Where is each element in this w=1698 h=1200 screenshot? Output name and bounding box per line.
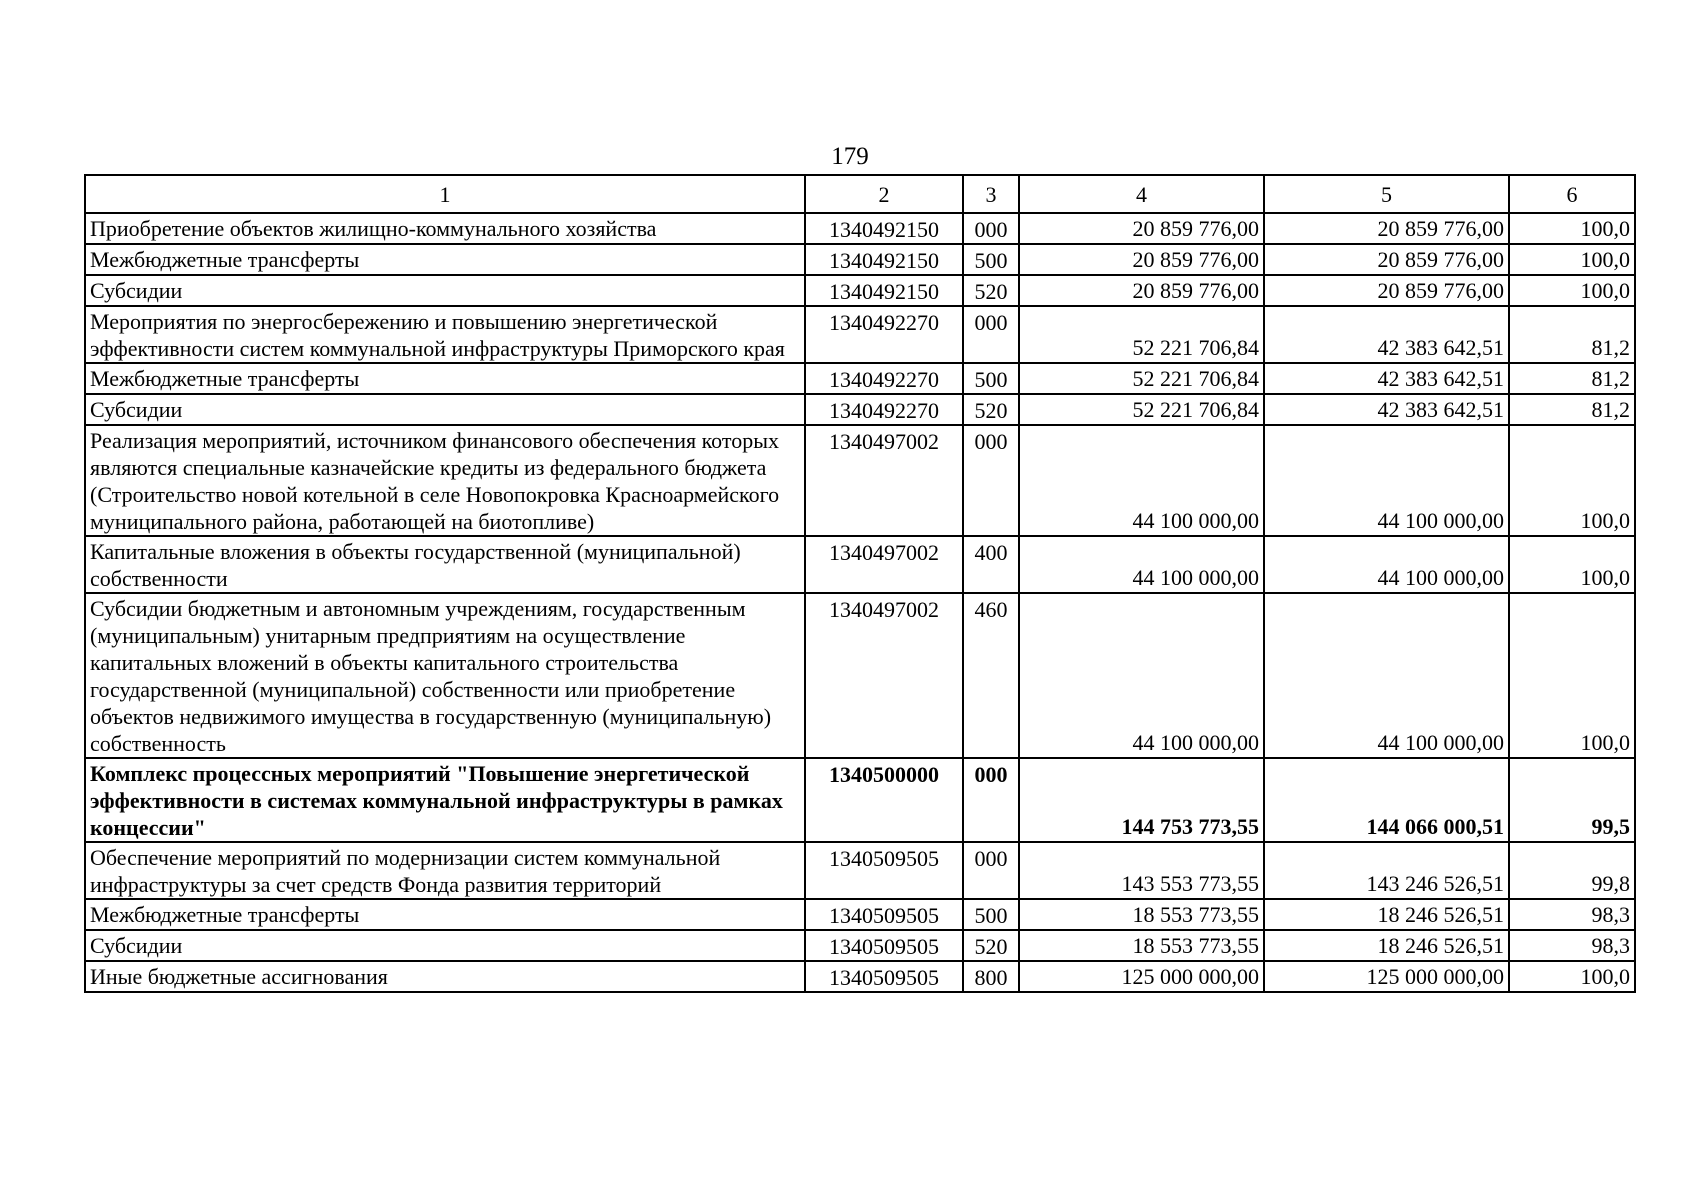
- row-percent-cell: 100,0: [1509, 536, 1635, 593]
- column-header-kvr: 3: [963, 175, 1019, 213]
- row-code-cell: 1340497002: [805, 536, 963, 593]
- row-code-cell: 1340509505: [805, 842, 963, 899]
- table-row: [85, 536, 1635, 593]
- table-row: [85, 842, 1635, 899]
- row-name-cell: Капитальные вложения в объекты государственной (муниципальной) собственности: [85, 536, 805, 593]
- table-row: [85, 930, 1635, 961]
- row-fact-amount-cell: 20 859 776,00: [1264, 244, 1509, 275]
- row-name-cell: Межбюджетные трансферты: [85, 363, 805, 394]
- table-row: [85, 213, 1635, 244]
- row-fact-amount-cell: 44 100 000,00: [1264, 593, 1509, 758]
- row-code-cell: 1340492150: [805, 213, 963, 244]
- row-kvr-cell: 000: [963, 213, 1019, 244]
- table-row: [85, 306, 1635, 363]
- row-code-cell: 1340497002: [805, 593, 963, 758]
- row-fact-amount-cell: 42 383 642,51: [1264, 363, 1509, 394]
- row-code-cell: 1340497002: [805, 425, 963, 536]
- column-header-percent: 6: [1509, 175, 1635, 213]
- row-plan-amount-cell: 143 553 773,55: [1019, 842, 1264, 899]
- table-row: [85, 275, 1635, 306]
- row-fact-amount-cell: 144 066 000,51: [1264, 758, 1509, 842]
- row-fact-amount-cell: 18 246 526,51: [1264, 930, 1509, 961]
- row-plan-amount-cell: 125 000 000,00: [1019, 961, 1264, 992]
- row-percent-cell: 100,0: [1509, 275, 1635, 306]
- row-plan-amount-cell: 20 859 776,00: [1019, 275, 1264, 306]
- row-fact-amount-cell: 143 246 526,51: [1264, 842, 1509, 899]
- row-kvr-cell: 000: [963, 425, 1019, 536]
- row-kvr-cell: 500: [963, 899, 1019, 930]
- row-percent-cell: 100,0: [1509, 593, 1635, 758]
- column-header-name: 1: [85, 175, 805, 213]
- row-percent-cell: 98,3: [1509, 930, 1635, 961]
- row-name-cell: Комплекс процессных мероприятий "Повышение энергетической эффективности в системах коммунальной инфраструктуры в рамках концессии": [85, 758, 805, 842]
- table-row: [85, 363, 1635, 394]
- budget-execution-table: [84, 174, 1636, 993]
- row-percent-cell: 99,8: [1509, 842, 1635, 899]
- row-kvr-cell: 000: [963, 306, 1019, 363]
- row-code-cell: 1340492150: [805, 275, 963, 306]
- page-number: 179: [831, 143, 869, 170]
- row-plan-amount-cell: 18 553 773,55: [1019, 899, 1264, 930]
- row-kvr-cell: 400: [963, 536, 1019, 593]
- row-percent-cell: 100,0: [1509, 961, 1635, 992]
- row-code-cell: 1340492270: [805, 363, 963, 394]
- row-plan-amount-cell: 52 221 706,84: [1019, 394, 1264, 425]
- row-plan-amount-cell: 52 221 706,84: [1019, 306, 1264, 363]
- row-fact-amount-cell: 20 859 776,00: [1264, 275, 1509, 306]
- row-name-cell: Иные бюджетные ассигнования: [85, 961, 805, 992]
- row-code-cell: 1340509505: [805, 899, 963, 930]
- row-plan-amount-cell: 18 553 773,55: [1019, 930, 1264, 961]
- row-percent-cell: 81,2: [1509, 306, 1635, 363]
- table-body: [85, 213, 1635, 992]
- table-row: [85, 899, 1635, 930]
- row-code-cell: 1340492150: [805, 244, 963, 275]
- column-header-fact: 5: [1264, 175, 1509, 213]
- row-percent-cell: 81,2: [1509, 363, 1635, 394]
- row-fact-amount-cell: 125 000 000,00: [1264, 961, 1509, 992]
- row-kvr-cell: 460: [963, 593, 1019, 758]
- row-plan-amount-cell: 144 753 773,55: [1019, 758, 1264, 842]
- row-plan-amount-cell: 44 100 000,00: [1019, 536, 1264, 593]
- row-plan-amount-cell: 20 859 776,00: [1019, 244, 1264, 275]
- row-fact-amount-cell: 20 859 776,00: [1264, 213, 1509, 244]
- table-row: [85, 758, 1635, 842]
- row-plan-amount-cell: 52 221 706,84: [1019, 363, 1264, 394]
- row-name-cell: Приобретение объектов жилищно-коммунального хозяйства: [85, 213, 805, 244]
- row-name-cell: Реализация мероприятий, источником финансового обеспечения которых являются специальные казначейские кредиты из федерального бюджета (Строительство новой котельной в селе Новопокровка Красноармейского муниципального района, работающей на биотопливе): [85, 425, 805, 536]
- row-fact-amount-cell: 42 383 642,51: [1264, 394, 1509, 425]
- row-percent-cell: 99,5: [1509, 758, 1635, 842]
- row-fact-amount-cell: 44 100 000,00: [1264, 536, 1509, 593]
- row-percent-cell: 81,2: [1509, 394, 1635, 425]
- table-row: [85, 394, 1635, 425]
- row-name-cell: Субсидии: [85, 394, 805, 425]
- row-name-cell: Мероприятия по энергосбережению и повышению энергетической эффективности систем коммунальной инфраструктуры Приморского края: [85, 306, 805, 363]
- row-kvr-cell: 500: [963, 244, 1019, 275]
- row-kvr-cell: 520: [963, 930, 1019, 961]
- row-kvr-cell: 520: [963, 394, 1019, 425]
- row-percent-cell: 100,0: [1509, 213, 1635, 244]
- row-fact-amount-cell: 42 383 642,51: [1264, 306, 1509, 363]
- row-fact-amount-cell: 18 246 526,51: [1264, 899, 1509, 930]
- table-row: [85, 961, 1635, 992]
- row-name-cell: Межбюджетные трансферты: [85, 244, 805, 275]
- row-code-cell: 1340492270: [805, 394, 963, 425]
- row-plan-amount-cell: 44 100 000,00: [1019, 593, 1264, 758]
- row-kvr-cell: 520: [963, 275, 1019, 306]
- column-number-header-row: [85, 175, 1635, 213]
- row-code-cell: 1340500000: [805, 758, 963, 842]
- row-fact-amount-cell: 44 100 000,00: [1264, 425, 1509, 536]
- row-kvr-cell: 000: [963, 758, 1019, 842]
- row-code-cell: 1340509505: [805, 930, 963, 961]
- column-header-plan: 4: [1019, 175, 1264, 213]
- table-row: [85, 425, 1635, 536]
- row-code-cell: 1340509505: [805, 961, 963, 992]
- row-percent-cell: 98,3: [1509, 899, 1635, 930]
- row-name-cell: Межбюджетные трансферты: [85, 899, 805, 930]
- column-header-code: 2: [805, 175, 963, 213]
- row-name-cell: Обеспечение мероприятий по модернизации систем коммунальной инфраструктуры за счет средств Фонда развития территорий: [85, 842, 805, 899]
- row-code-cell: 1340492270: [805, 306, 963, 363]
- row-percent-cell: 100,0: [1509, 425, 1635, 536]
- row-name-cell: Субсидии: [85, 275, 805, 306]
- row-kvr-cell: 500: [963, 363, 1019, 394]
- row-percent-cell: 100,0: [1509, 244, 1635, 275]
- row-name-cell: Субсидии бюджетным и автономным учреждениям, государственным (муниципальным) унитарным предприятиям на осуществление капитальных вложений в объекты капитального строительства государственной (муниципальной) собственности или приобретение объектов недвижимого имущества в государственную (муниципальную) собственность: [85, 593, 805, 758]
- row-name-cell: Субсидии: [85, 930, 805, 961]
- row-plan-amount-cell: 20 859 776,00: [1019, 213, 1264, 244]
- row-kvr-cell: 000: [963, 842, 1019, 899]
- table-row: [85, 244, 1635, 275]
- table-row: [85, 593, 1635, 758]
- row-plan-amount-cell: 44 100 000,00: [1019, 425, 1264, 536]
- row-kvr-cell: 800: [963, 961, 1019, 992]
